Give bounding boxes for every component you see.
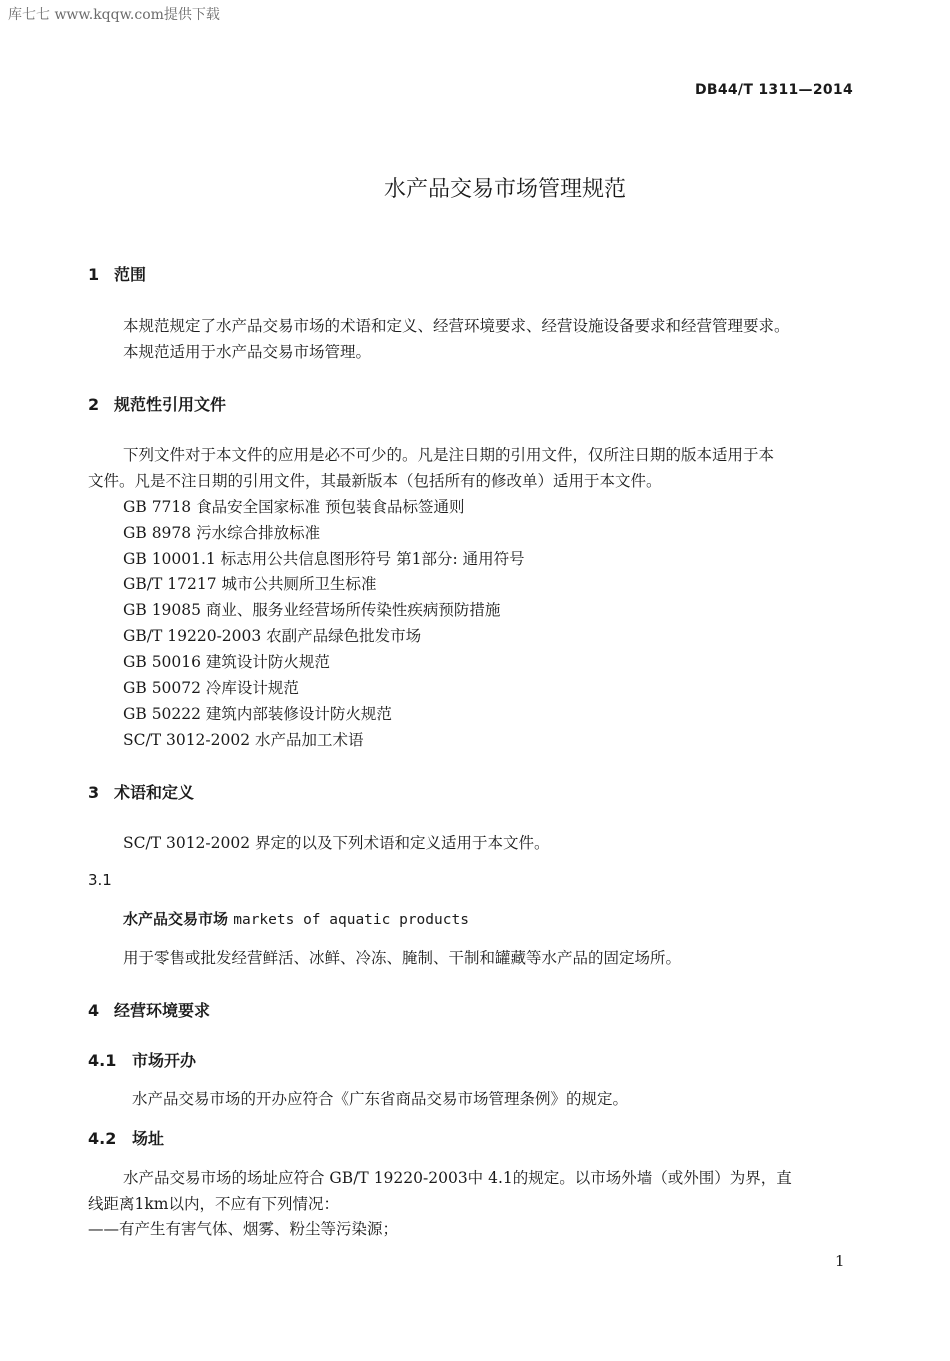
paragraph: 水产品交易市场的场址应符合 GB/T 19220-2003中 4.1的规定。以市场外墙（或外围）为界，直 [123,1169,792,1187]
section-heading-terms [88,780,194,803]
reference-item: GB/T 19220-2003 农副产品绿色批发市场 [123,627,422,645]
document-title: 水产品交易市场管理规范 [383,177,626,202]
paragraph: 下列文件对于本文件的应用是必不可少的。凡是注日期的引用文件，仅所注日期的版本适用于本 [123,446,775,464]
section-number: 3 [88,783,100,802]
reference-item: GB 50222 建筑内部装修设计防火规范 [123,705,392,723]
section-number: 4 [88,1001,100,1020]
reference-item: GB 50072 冷库设计规范 [123,679,299,697]
section-title: 规范性引用文件 [114,395,227,414]
subsection-heading-market-open [88,1048,196,1071]
paragraph: 本规范规定了水产品交易市场的术语和定义、经营环境要求、经营设施设备要求和经营管理要求。 [123,317,790,335]
section-heading-references [88,392,226,415]
section-heading-environment [88,998,210,1021]
term-entry [123,908,469,929]
paragraph: 文件。凡是不注日期的引用文件，其最新版本（包括所有的修改单）适用于本文件。 [88,472,662,490]
reference-item: GB 19085 商业、服务业经营场所传染性疾病预防措施 [123,601,501,619]
reference-item: GB 7718 食品安全国家标准 预包装食品标签通则 [123,498,465,516]
subsection-title: 市场开办 [132,1051,197,1070]
section-title: 术语和定义 [114,783,195,802]
paragraph: 线距离1km以内，不应有下列情况： [88,1195,339,1213]
paragraph: 本规范适用于水产品交易市场管理。 [123,343,372,361]
reference-item: GB 50016 建筑设计防火规范 [123,653,330,671]
page-number: 1 [835,1252,845,1270]
term-definition: 用于零售或批发经营鲜活、冰鲜、冷冻、腌制、干制和罐藏等水产品的固定场所。 [123,949,682,967]
reference-item: GB 8978 污水综合排放标准 [123,524,321,542]
subsection-title: 场址 [132,1129,165,1148]
subsection-number: 4.1 [88,1051,117,1070]
watermark-text: 库七七 www.kqqw.com提供下载 [8,7,220,23]
document-number: DB44/T 1311—2014 [694,82,853,98]
term-chinese: 水产品交易市场 [123,910,234,928]
clause-number: 3.1 [88,871,112,889]
term-english: markets of aquatic products [233,912,469,928]
section-heading-scope [88,262,146,285]
paragraph: SC/T 3012-2002 界定的以及下列术语和定义适用于本文件。 [123,834,550,852]
reference-item: SC/T 3012-2002 水产品加工术语 [123,731,364,749]
section-number: 1 [88,265,100,284]
paragraph: 水产品交易市场的开办应符合《广东省商品交易市场管理条例》的规定。 [132,1090,629,1108]
section-number: 2 [88,395,100,414]
section-title: 范围 [114,265,147,284]
subsection-number: 4.2 [88,1129,117,1148]
reference-item: GB/T 17217 城市公共厕所卫生标准 [123,575,377,593]
section-title: 经营环境要求 [114,1001,211,1020]
list-item: ——有产生有害气体、烟雾、粉尘等污染源； [88,1220,399,1238]
subsection-heading-site [88,1126,164,1149]
reference-item: GB 10001.1 标志用公共信息图形符号 第1部分: 通用符号 [123,550,525,568]
